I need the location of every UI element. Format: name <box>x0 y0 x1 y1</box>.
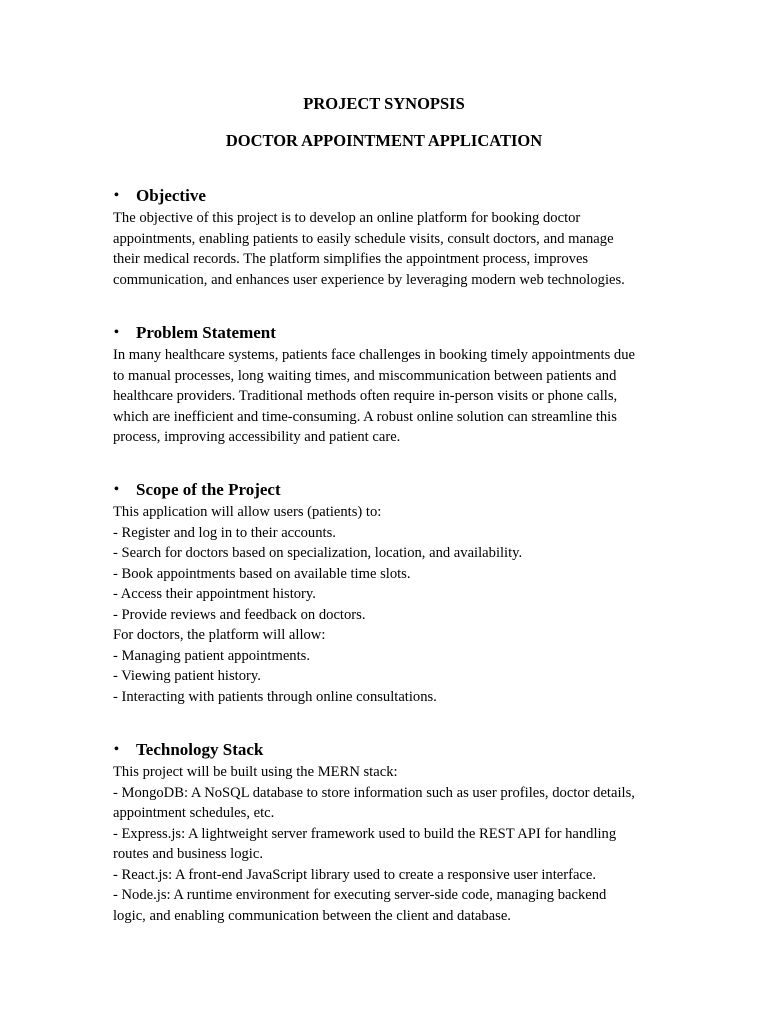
bullet-icon: • <box>114 325 119 340</box>
section-heading <box>113 323 658 343</box>
body-text-line: to manual processes, long waiting times, and miscommunication between patients and <box>113 367 617 384</box>
section-heading <box>113 740 658 760</box>
document-subtitle: DOCTOR APPOINTMENT APPLICATION <box>225 131 543 150</box>
document-title: PROJECT SYNOPSIS <box>303 94 465 113</box>
body-text-line: process, improving accessibility and patient care. <box>113 429 401 445</box>
section-heading <box>113 186 658 206</box>
section-heading-text: Objective <box>136 186 206 205</box>
body-text-line: - Node.js: A runtime environment for executing server-side code, managing backend <box>113 887 607 903</box>
body-text-line: - Book appointments based on available time slots. <box>113 565 411 582</box>
body-text-line: - Access their appointment history. <box>113 586 316 602</box>
section-heading-text: Problem Statement <box>136 323 276 342</box>
body-text-line: - React.js: A front-end JavaScript library used to create a responsive user interface. <box>113 866 597 883</box>
bullet-icon: • <box>114 188 119 203</box>
body-text-line: For doctors, the platform will allow: <box>113 627 326 643</box>
section-body <box>113 502 658 707</box>
body-text-line: - Managing patient appointments. <box>113 647 310 664</box>
section-technology-stack <box>113 740 658 926</box>
body-text-line: - Search for doctors based on specialization, location, and availability. <box>113 545 523 561</box>
body-text-line: - Provide reviews and feedback on doctors. <box>113 606 366 623</box>
body-text-line: appointments, enabling patients to easily schedule visits, consult doctors, and manage <box>113 230 614 247</box>
body-text-line: In many healthcare systems, patients face challenges in booking timely appointments due <box>113 347 635 363</box>
body-text-line: their medical records. The platform simplifies the appointment process, improves <box>113 251 589 267</box>
bullet-icon: • <box>114 742 119 757</box>
body-text-line: which are inefficient and time-consuming. A robust online solution can streamline this <box>113 408 617 425</box>
body-text-line: - Express.js: A lightweight server framework used to build the REST API for handling <box>113 825 617 842</box>
section-heading-text: Scope of the Project <box>136 480 281 499</box>
section-body <box>113 762 658 926</box>
section-scope <box>113 480 658 707</box>
section-body <box>113 345 658 448</box>
section-objective <box>113 186 658 290</box>
bullet-icon: • <box>114 482 119 497</box>
body-text-line: healthcare providers. Traditional methods often require in-person visits or phone calls, <box>113 388 618 404</box>
body-text-line: The objective of this project is to develop an online platform for booking doctor <box>113 210 581 226</box>
section-problem-statement <box>113 323 658 448</box>
section-heading <box>113 480 658 500</box>
section-body <box>113 208 658 290</box>
body-text-line: - Viewing patient history. <box>113 668 261 684</box>
body-text-line: - Interacting with patients through online consultations. <box>113 688 437 705</box>
body-text-line: - Register and log in to their accounts. <box>113 524 336 541</box>
body-text-line: routes and business logic. <box>113 846 263 862</box>
body-text-line: logic, and enabling communication between the client and database. <box>113 907 511 924</box>
body-text-line: This application will allow users (patients) to: <box>113 504 382 520</box>
body-text-line: - MongoDB: A NoSQL database to store information such as user profiles, doctor details, <box>113 784 635 801</box>
section-heading-text: Technology Stack <box>136 740 264 759</box>
body-text-line: communication, and enhances user experience by leveraging modern web technologies. <box>113 271 625 288</box>
body-text-line: This project will be built using the MERN stack: <box>113 764 398 780</box>
body-text-line: appointment schedules, etc. <box>113 805 275 821</box>
